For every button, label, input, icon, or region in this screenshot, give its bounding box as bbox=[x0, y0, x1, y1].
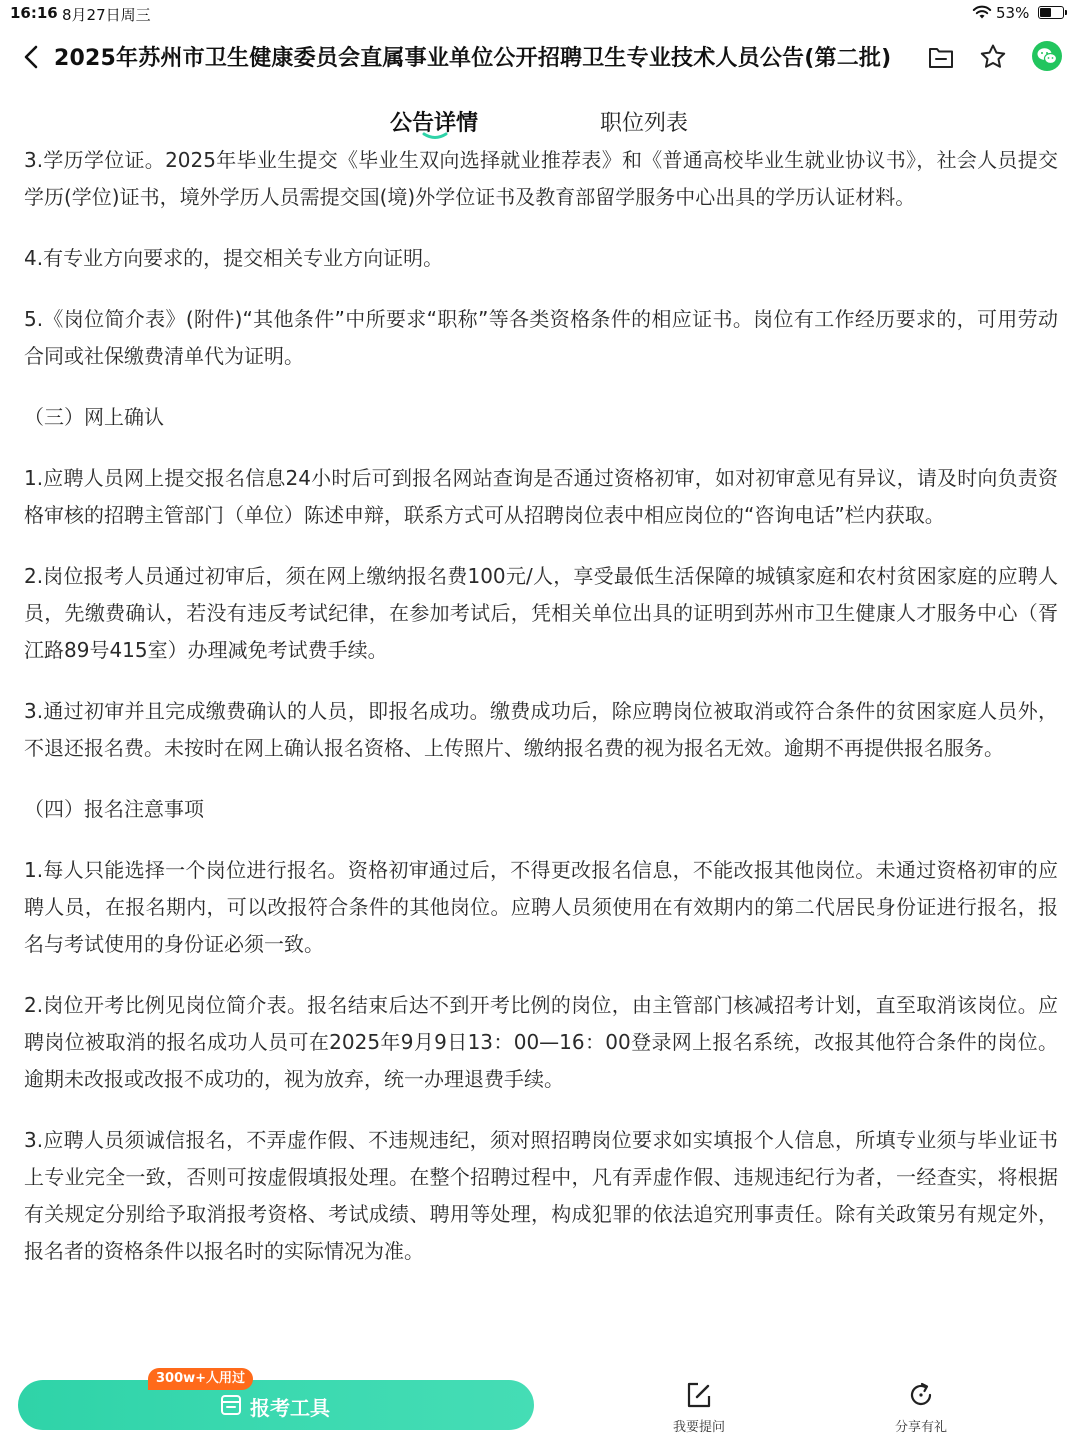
paragraph: 3.应聘人员须诚信报名，不弄虚作假、不违规违纪，须对照招聘岗位要求如实填报个人信息，所填专业须与毕业证书上专业完全一致，否则可按虚假填报处理。在整个招聘过程中，凡有弄虚作假、违规违纪行为者，一经查实，将根据有关规定分别给予取消报考资格、考试成绩、聘用等处理，构成犯罪的依法追究刑事责任。除有关政策另有规定外，报名者的资格条件以报名时的实际情况为准。 bbox=[24, 1128, 1058, 1263]
section-heading: （四）报名注意事项 bbox=[24, 797, 204, 821]
battery-icon bbox=[1038, 6, 1064, 19]
paragraph: 2.岗位报考人员通过初审后，须在网上缴纳报名费100元/人，享受最低生活保障的城镇家庭和农村贫困家庭的应聘人员，先缴费确认，若没有违反考试纪律，在参加考试后，凭相关单位出具的证明到苏州市卫生健康人才服务中心（胥江路89号415室）办理减免考试费手续。 bbox=[24, 564, 1058, 662]
exam-tools-button[interactable] bbox=[18, 1380, 534, 1430]
battery-fill bbox=[1040, 8, 1051, 17]
paragraph: 4.有专业方向要求的，提交相关专业方向证明。 bbox=[24, 246, 444, 270]
paragraph: 1.应聘人员网上提交报名信息24小时后可到报名网站查询是否通过资格初审，如对初审意见有异议，请及时向负责资格审核的招聘主管部门（单位）陈述申辩，联系方式可从招聘岗位表中相应岗位的“咨询电话”栏内获取。 bbox=[24, 466, 1058, 527]
back-arrow-icon[interactable] bbox=[20, 43, 44, 71]
nav-bar bbox=[0, 30, 1080, 84]
tab-announcement-detail[interactable]: 公告详情 bbox=[390, 111, 479, 136]
exam-tools-label: 报考工具 bbox=[250, 1396, 330, 1420]
usage-badge: 300w+人用过 bbox=[148, 1368, 253, 1390]
wifi-icon bbox=[972, 4, 992, 20]
page-title: 2025年苏州市卫生健康委员会直属事业单位公开招聘卫生专业技术人员公告(第二批) bbox=[54, 46, 892, 71]
paragraph: 3.学历学位证。2025年毕业生提交《毕业生双向选择就业推荐表》和《普通高校毕业生就业协议书》，社会人员提交学历(学位)证书，境外学历人员需提交国(境)外学位证书及教育部留学服务中心出具的学历认证材料。 bbox=[24, 148, 1058, 209]
tab-bar bbox=[0, 98, 1080, 142]
section-heading: （三）网上确认 bbox=[24, 405, 164, 429]
share-reward-button[interactable] bbox=[876, 1380, 966, 1435]
battery-percent: 53% bbox=[996, 4, 1030, 22]
status-date: 8月27日周三 bbox=[62, 6, 151, 24]
save-doc-icon[interactable] bbox=[926, 42, 956, 72]
ask-question-button[interactable] bbox=[654, 1380, 744, 1435]
refresh-share-icon bbox=[906, 1380, 936, 1410]
paragraph: 3.通过初审并且完成缴费确认的人员，即报名成功。缴费成功后，除应聘岗位被取消或符合条件的贫困家庭人员外，不退还报名费。未按时在网上确认报名资格、上传照片、缴纳报名费的视为报名无效。逾期不再提供报名服务。 bbox=[24, 699, 1058, 760]
favorite-star-icon[interactable] bbox=[978, 42, 1008, 72]
wechat-share-icon[interactable] bbox=[1032, 41, 1062, 71]
share-reward-label: 分享有礼 bbox=[894, 1420, 947, 1435]
paragraph: 5.《岗位简介表》(附件)“其他条件”中所要求“职称”等各类资格条件的相应证书。岗位有工作经历要求的，可用劳动合同或社保缴费清单代为证明。 bbox=[24, 307, 1058, 368]
active-tab-indicator bbox=[422, 132, 448, 140]
paragraph: 2.岗位开考比例见岗位简介表。报名结束后达不到开考比例的岗位，由主管部门核减招考计划，直至取消该岗位。应聘岗位被取消的报名成功人员可在2025年9月9日13：00—16：00登录网上报名系统，改报其他符合条件的岗位。逾期未改报或改报不成功的，视为放弃，统一办理退费手续。 bbox=[24, 993, 1058, 1091]
bottom-action-bar bbox=[0, 1368, 1080, 1440]
ask-question-label: 我要提问 bbox=[672, 1420, 725, 1435]
announcement-content bbox=[24, 142, 1058, 1368]
battery-tip bbox=[1065, 10, 1067, 15]
toolbox-icon bbox=[220, 1394, 242, 1416]
status-bar bbox=[0, 0, 1080, 26]
edit-icon bbox=[684, 1380, 714, 1410]
status-time: 16:16 bbox=[10, 4, 58, 22]
tab-position-list[interactable]: 职位列表 bbox=[600, 111, 689, 136]
paragraph: 1.每人只能选择一个岗位进行报名。资格初审通过后，不得更改报名信息，不能改报其他岗位。未通过资格初审的应聘人员，在报名期内，可以改报符合条件的其他岗位。应聘人员须使用在有效期内的第二代居民身份证进行报名，报名与考试使用的身份证必须一致。 bbox=[24, 858, 1058, 956]
